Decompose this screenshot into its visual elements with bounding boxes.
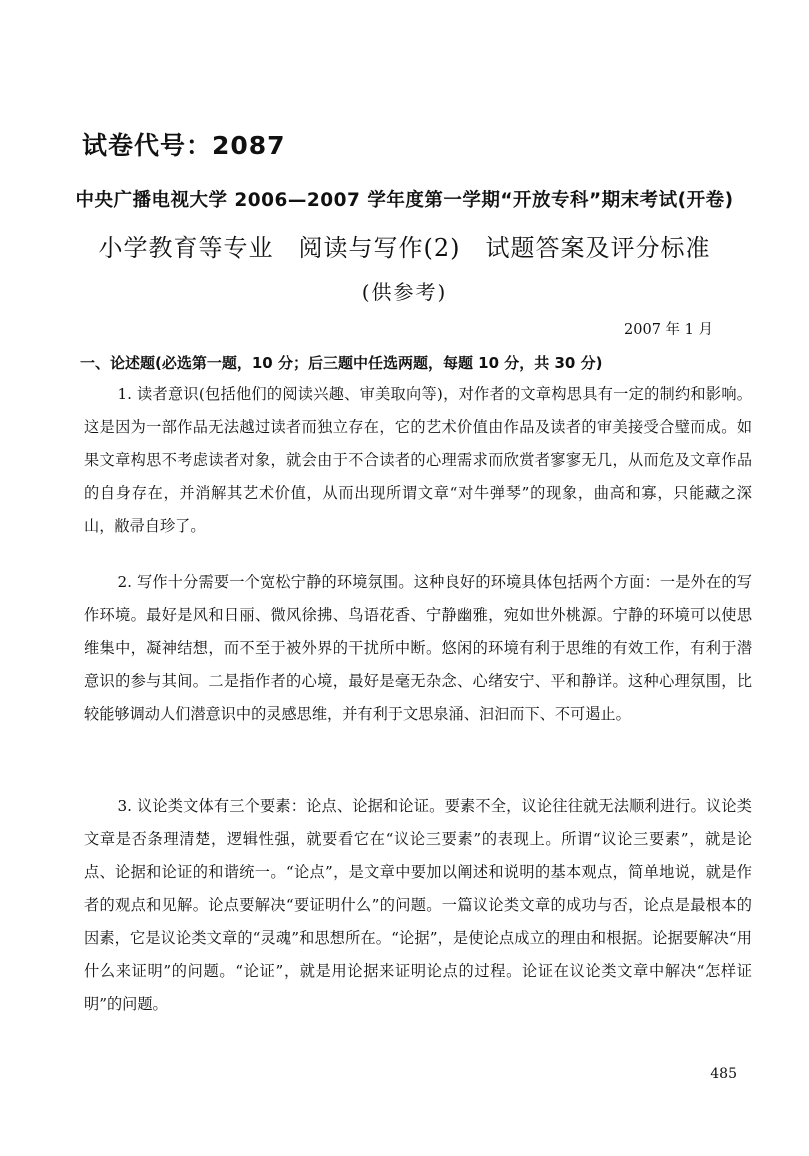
page-number: 485 bbox=[710, 1066, 737, 1082]
reference-note: (供参考) bbox=[361, 280, 448, 304]
section-heading: 一、论述题(必选第一题，10 分；后三题中任选两题，每题 10 分，共 30 分) bbox=[80, 354, 603, 372]
exam-date: 2007 年 1 月 bbox=[624, 322, 713, 338]
answer-paragraph-3: 3. 议论类文体有三个要素：论点、论据和论证。要素不全，议论往往就无法顺利进行。议论类文章是否条理清楚，逻辑性强，就要看它在“议论三要素”的表现上。所谓“议论三要素”，就是论点、论据和论证的和谐统一。“论点”，是文章中要加以阐述和说明的基本观点，简单地说，就是作者的观点和见解。论点要解决“要证明什么”的问题。一篇议论类文章的成功与否，论点是最根本的因素，它是议论类文章的“灵魂”和思想所在。“论据”，是使论点成立的理由和根据。论据要解决“用什么来证明”的问题。“论证”，就是用论据来证明论点的过程。论证在议论类文章中解决“怎样证明”的问题。 bbox=[84, 797, 752, 1013]
exam-title: 中央广播电视大学 2006—2007 学年度第一学期“开放专科”期末考试(开卷) bbox=[75, 190, 734, 211]
answer-paragraph-2: 2. 写作十分需要一个宽松宁静的环境氛围。这种良好的环境具体包括两个方面：一是外在的写作环境。最好是风和日丽、微风徐拂、鸟语花香、宁静幽雅，宛如世外桃源。宁静的环境可以使思维集中，凝神结想，而不至于被外界的干扰所中断。悠闲的环境有利于思维的有效工作，有利于潜意识的参与其间。二是指作者的心境，最好是毫无杂念、心绪安宁、平和静详。这种心理氛围，比较能够调动人们潜意识中的灵感思维，并有利于文思泉涌、汩汩而下、不可遏止。 bbox=[84, 573, 752, 723]
exam-subtitle: 小学教育等专业 阅读与写作(2) 试题答案及评分标准 bbox=[98, 234, 711, 262]
exam-code: 试卷代号：2087 bbox=[82, 131, 286, 160]
answer-paragraph-1: 1. 读者意识(包括他们的阅读兴趣、审美取向等)，对作者的文章构思具有一定的制约和影响。这是因为一部作品无法越过读者而独立存在，它的艺术价值由作品及读者的审美接受合璧而成。如果文章构思不考虑读者对象，就会由于不合读者的心理需求而欣赏者寥寥无几，从而危及文章作品的自身存在，并消解其艺术价值，从而出现所谓文章“对牛弹琴”的现象，曲高和寡，只能藏之深山，敝帚自珍了。 bbox=[84, 385, 752, 535]
